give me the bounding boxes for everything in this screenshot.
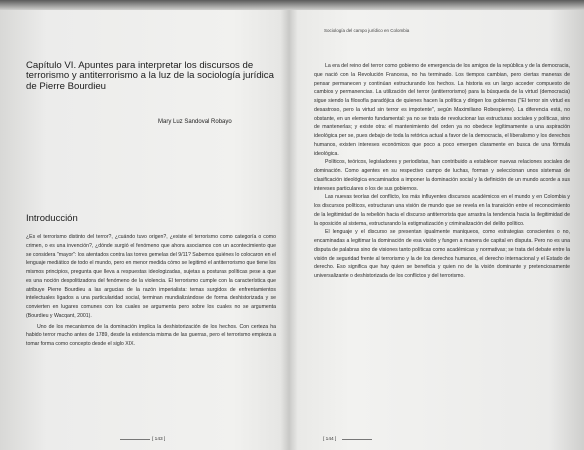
running-head: Sociología del campo jurídico en Colombia xyxy=(324,28,410,33)
paragraph: Políticos, teóricos, legisladores y periodistas, han contribuido a establecer nuevas relaciones sociales de dominación. Como agentes en su respectivo campo de luchas, forman y seleccionan unos sistemas de clasificación ideológica encaminados a imponer la dominación social y la definición de un mundo acorde a sus intereses particulares o los de sus gobiernos. xyxy=(314,159,570,192)
right-page xyxy=(294,0,584,450)
author-name: Mary Luz Sandoval Robayo xyxy=(158,119,232,125)
left-body-text xyxy=(26,233,276,349)
section-heading: Introducción xyxy=(26,213,78,224)
paragraph: ¿Es el terrorismo distinto del terror?, ¿cuándo tuvo origen?, ¿existe el terrorismo como categoría o como crimen, o es una invención?, ¿dónde surgió el fenómeno que ahora asociamos con un acontecimiento que se considera "mayor": los atentados contra las torres gemelas del 9/11? Sabemos quiénes lo colocaron en el lenguaje mediático de todo el mundo, pero en menor medida cómo se legitimó el antiterrorismo que tiene los mismos principios, pregunta que lleva a respuestas ideologizadas, sujetas a posturas políticas pese a que es una noción despolitizadora del fenómeno de la violencia. El terrorismo cumple con la característica que atribuye Pierre Bourdieu a las argucias de la razón imperialista: temas surgidos de enfrentamientos intelectuales ligados a una particularidad social, terminan mundializándose de forma deshistorizada y se convierten en lugares comunes con los cuales se argumenta pero sobre los cuales no se argumenta (Bourdieu y Wacqant, 2001). xyxy=(26,234,276,319)
paragraph: La era del reino del terror como gobierno de emergencia de los amigos de la república y de la democracia, que nació con la Revolución Francesa, no ha terminado. Los tiempos cambian, pero ciertas maneras de pensar permanecen y continúan estructurando los hechos. La historia es un largo acceder compuesto de cambios y permanencias. La utilización del terror (antiterrorismo) para la búsqueda de la virtud (democracia) sigue siendo la filosofía paradójica de quienes hacen la política y dirigen los gobiernos ("El terror sin virtud es desastroso, pero la virtud sin terror es impotente", según Maximiliano Robespierre). La diferencia está, no obstante, en un elemento fundamental: ya no se trata de revolucionar las estructuras sociales y políticas, sino de mantenerlas; y existe otra: el mantenimiento del orden ya no obedece legítimamente a una aspiración ideológica per se, pues debajo de toda la retórica actual a favor de la democracia, el liberalismo y los derechos humanos, existen intereses económicos que poco a poco emergen claramente en busca de una fórmula ideológica. xyxy=(314,63,570,157)
folio-rule xyxy=(342,439,372,440)
paragraph: Uno de los mecanismos de la dominación implica la deshistorización de los hechos. Con certeza ha habido terror mucho antes de 1789, desde la existencia misma de las guerras, pero el terrorismo empieza a tomar forma como concepto desde el siglo XIX. xyxy=(26,323,276,347)
right-body-text xyxy=(314,62,570,281)
page-number: [ 144 ] xyxy=(323,437,337,442)
chapter-title: Capítulo VI. Apuntes para interpretar los discursos de terrorismo y antiterrorismo a la luz de la sociología jurídica de Pierre Bourdieu xyxy=(26,60,274,92)
left-page xyxy=(0,0,290,450)
paragraph: El lenguaje y el discurso se presentan igualmente maniqueos, como estrategias conscientes o no, encaminadas a legitimar la dominación de esa visión y fungen a manera de capital en disputa. Pero no es una disputa de palabras sino de visiones tanto políticas como académicas y normativas; se trata del debate entre la visión de seguridad frente al terrorismo y la de los derechos humanos, el derecho internacional y el Estado de derecho. Eso significa que hay quien se beneficia y quien no de la visión dominante y pretenciosamente universalizante o deshistorizada de los conflictos y del terrorismo. xyxy=(314,229,570,279)
folio-rule xyxy=(120,439,150,440)
paragraph: Las nuevas teorías del conflicto, los más influyentes discursos académicos en el mundo y en Colombia y los discursos políticos, estructuran una visión de mundo que se revela en la transición entre el reconocimiento de la legitimidad de la rebelión hacia el discurso antiterrorista que arrastra la tendencia hacia la ilegitimidad de la oposición al sistema, estructurando la estigmatización y criminalización del delito político. xyxy=(314,194,570,227)
page-number: [ 143 ] xyxy=(152,437,166,442)
